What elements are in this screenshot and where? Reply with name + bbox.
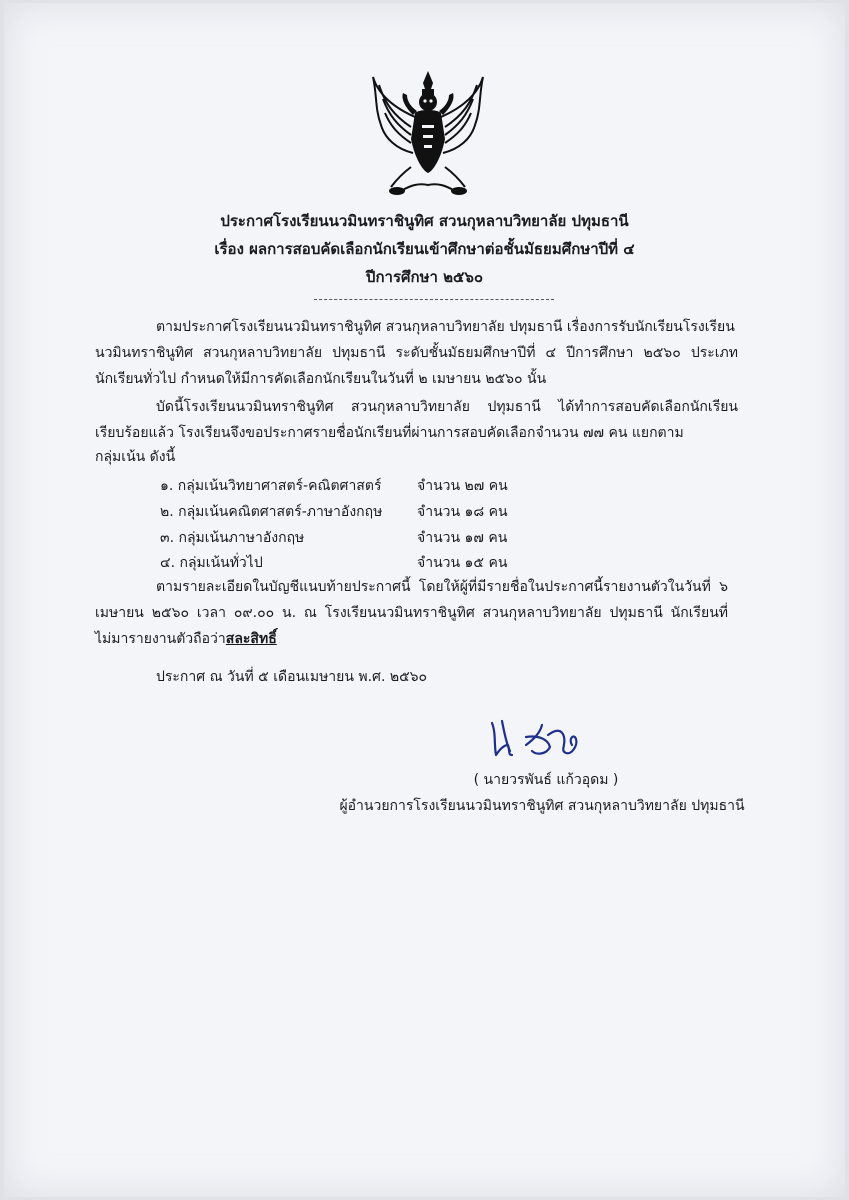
academic-year: ปีการศึกษา ๒๕๖๐ (365, 268, 484, 286)
signer-name: ( นายวรพันธ์ แก้วอุดม ) (473, 772, 619, 788)
forfeit-emphasis: สละสิทธิ์ (225, 631, 277, 647)
header-divider (314, 299, 554, 300)
list-item: ๒. กลุ่มเน้นคณิตศาสตร์-ภาษาอังกฤษ (160, 504, 383, 520)
group-count: จำนวน ๑๘ คน (417, 504, 508, 520)
announcement-title: ประกาศโรงเรียนนวมินทราชินูทิศ สวนกุหลาบวิทยาลัย ปทุมธานี (220, 212, 629, 230)
paragraph-2-line-1: บัดนี้โรงเรียนนวมินทราชินูทิศ สวนกุหลาบวิทยาลัย ปทุมธานี ได้ทำการสอบคัดเลือกนักเรียน (156, 399, 738, 415)
signer-title: ผู้อำนวยการโรงเรียนนวมินทราชินูทิศ สวนกุหลาบวิทยาลัย ปทุมธานี (339, 798, 745, 814)
paragraph-3-line-1: ตามรายละเอียดในบัญชีแนบท้ายประกาศนี้ โดยให้ผู้ที่มีรายชื่อในประกาศนี้รายงานตัวในวันที่ ๖ (156, 579, 728, 595)
garuda-emblem-icon (367, 69, 489, 201)
paragraph-1-line-2: นวมินทราชินูทิศ สวนกุหลาบวิทยาลัย ปทุมธานี ระดับชั้นมัธยมศึกษาปีที่ ๔ ปีการศึกษา ๒๕๖๐ ประเภท (95, 345, 738, 361)
paragraph-3-line-2: เมษายน ๒๕๖๐ เวลา ๐๙.๐๐ น. ณ โรงเรียนนวมินทราชินูทิศ สวนกุหลาบวิทยาลัย ปทุมธานี นักเรียนที่ (95, 605, 728, 621)
paragraph-3-line-3-text: ไม่มารายงานตัวถือว่า (95, 631, 226, 647)
paragraph-2-line-3: กลุ่มเน้น ดังนี้ (95, 449, 176, 465)
list-item: ๓. กลุ่มเน้นภาษาอังกฤษ (160, 530, 305, 546)
group-count: จำนวน ๑๗ คน (417, 530, 508, 546)
announcement-subject: เรื่อง ผลการสอบคัดเลือกนักเรียนเข้าศึกษาต่อชั้นมัธยมศึกษาปีที่ ๔ (214, 240, 635, 258)
paragraph-2-line-2: เรียบร้อยแล้ว โรงเรียนจึงขอประกาศรายชื่อนักเรียนที่ผ่านการสอบคัดเลือกจำนวน ๗๗ คน แยกตาม (95, 425, 684, 441)
group-count: จำนวน ๑๕ คน (417, 555, 508, 571)
announcement-date: ประกาศ ณ วันที่ ๕ เดือนเมษายน พ.ศ. ๒๕๖๐ (156, 669, 428, 685)
group-count: จำนวน ๒๗ คน (417, 478, 508, 494)
list-item: ๑. กลุ่มเน้นวิทยาศาสตร์-คณิตศาสตร์ (160, 478, 382, 494)
paragraph-1-line-1: ตามประกาศโรงเรียนนวมินทราชินูทิศ สวนกุหลาบวิทยาลัย ปทุมธานี เรื่องการรับนักเรียนโรงเรียน (156, 319, 735, 335)
paragraph-3-line-3 (95, 629, 277, 649)
announcement-page (4, 3, 845, 1197)
handwritten-signature (486, 715, 606, 767)
paragraph-1-line-3: นักเรียนทั่วไป กำหนดให้มีการคัดเลือกนักเรียนในวันที่ ๒ เมษายน ๒๕๖๐ นั้น (95, 371, 547, 387)
list-item: ๔. กลุ่มเน้นทั่วไป (160, 555, 263, 571)
